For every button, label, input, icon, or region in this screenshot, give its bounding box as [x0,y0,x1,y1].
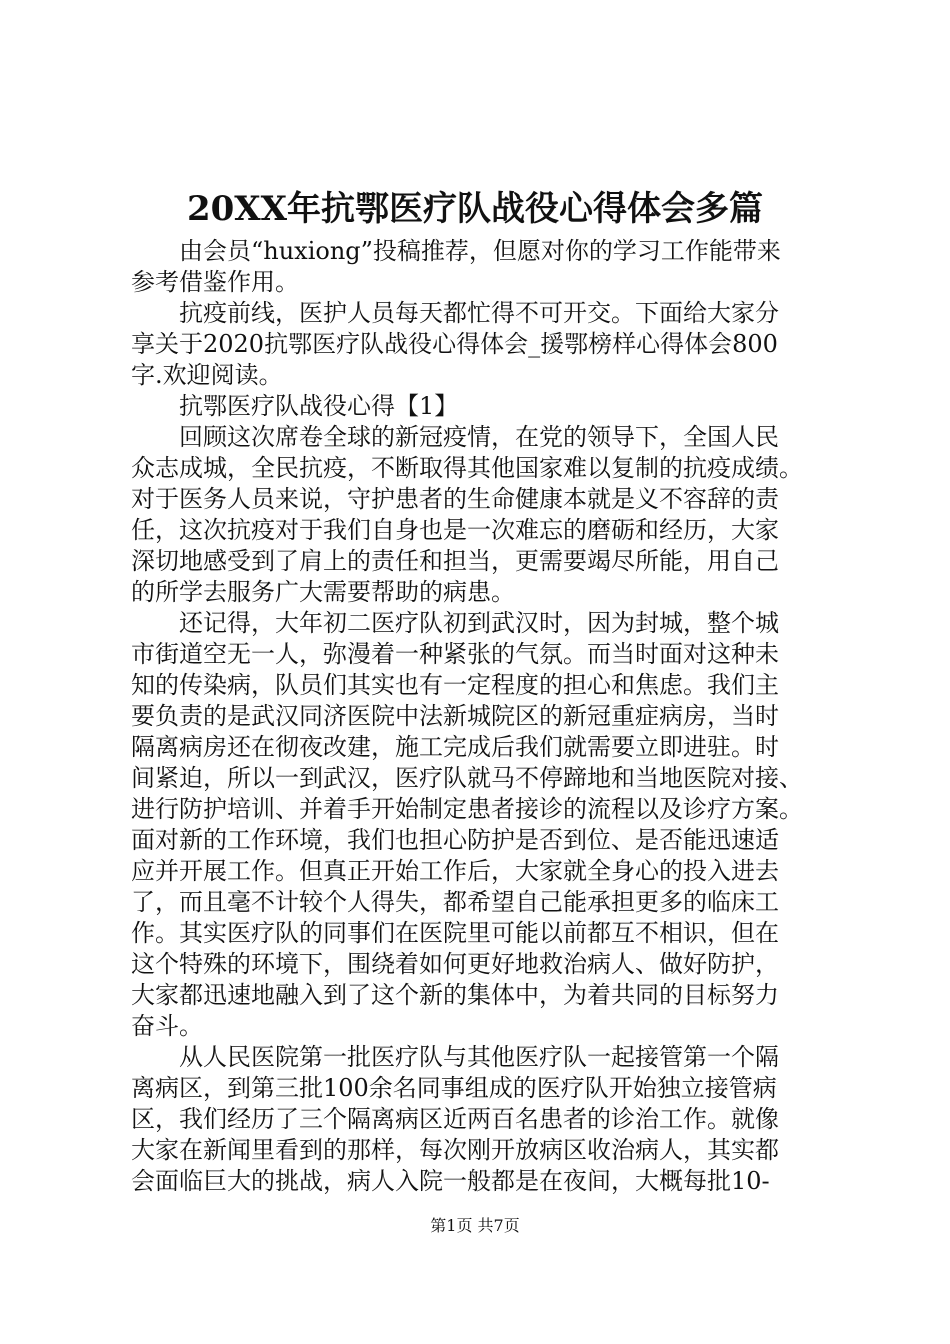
body-text-line: 知的传染病，队员们其实也有一定程度的担心和焦虑。我们主 [131,671,779,699]
body-text-line: 参考借鉴作用。 [131,268,299,296]
body-text-line: 应并开展工作。但真正开始工作后，大家就全身心的投入进去 [131,857,779,885]
document-title: 20XX年抗鄂医疗队战役心得体会多篇 [186,189,764,229]
body-text-line: 还记得，大年初二医疗队初到武汉时，因为封城，整个城 [179,609,779,637]
body-text-line: 离病区，到第三批100余名同事组成的医疗队开始独立接管病 [131,1074,777,1102]
body-text-line: 任，这次抗疫对于我们自身也是一次难忘的磨砺和经历，大家 [131,516,779,544]
body-text-line: 作。其实医疗队的同事们在医院里可能以前都互不相识，但在 [131,919,779,947]
body-text-line: 了，而且毫不计较个人得失，都希望自己能承担更多的临床工 [131,888,779,916]
body-text-line: 要负责的是武汉同济医院中法新城院区的新冠重症病房，当时 [131,702,779,730]
body-text-line: 隔离病房还在彻夜改建，施工完成后我们就需要立即进驻。时 [131,733,779,761]
body-text-line: 深切地感受到了肩上的责任和担当，更需要竭尽所能，用自己 [131,547,779,575]
body-text-line: 会面临巨大的挑战，病人入院一般都是在夜间，大概每批10- [131,1167,770,1195]
body-text-line: 间紧迫，所以一到武汉，医疗队就马不停蹄地和当地医院对接、 [131,764,803,792]
body-text-line: 众志成城，全民抗疫，不断取得其他国家难以复制的抗疫成绩。 [131,454,803,482]
body-text-line: 享关于2020抗鄂医疗队战役心得体会_援鄂榜样心得体会800 [131,330,778,358]
body-text-line: 区，我们经历了三个隔离病区近两百名患者的诊治工作。就像 [131,1105,779,1133]
body-text-line: 面对新的工作环境，我们也担心防护是否到位、是否能迅速适 [131,826,779,854]
body-text-line: 由会员“huxiong”投稿推荐，但愿对你的学习工作能带来 [179,237,781,265]
document-body [131,236,831,1197]
body-text-line: 这个特殊的环境下，围绕着如何更好地救治病人、做好防护， [131,950,779,978]
body-text-line: 的所学去服务广大需要帮助的病患。 [131,578,515,606]
body-text-line: 对于医务人员来说，守护患者的生命健康本就是义不容辞的责 [131,485,779,513]
body-text-line: 大家都迅速地融入到了这个新的集体中，为着共同的目标努力 [131,981,779,1009]
body-text-line: 从人民医院第一批医疗队与其他医疗队一起接管第一个隔 [179,1043,779,1071]
body-text-line: 市街道空无一人，弥漫着一种紧张的气氛。而当时面对这种未 [131,640,779,668]
body-text-line: 进行防护培训、并着手开始制定患者接诊的流程以及诊疗方案。 [131,795,803,823]
body-text-line: 奋斗。 [131,1012,203,1040]
body-text-line: 抗疫前线，医护人员每天都忙得不可开交。下面给大家分 [179,299,779,327]
body-text-line: 回顾这次席卷全球的新冠疫情，在党的领导下，全国人民 [179,423,779,451]
body-text-line: 抗鄂医疗队战役心得【1】 [179,392,459,420]
body-text-line: 字.欢迎阅读。 [131,361,283,389]
page-footer: 第1页 共7页 [430,1216,520,1235]
body-text-line: 大家在新闻里看到的那样，每次刚开放病区收治病人，其实都 [131,1136,779,1164]
